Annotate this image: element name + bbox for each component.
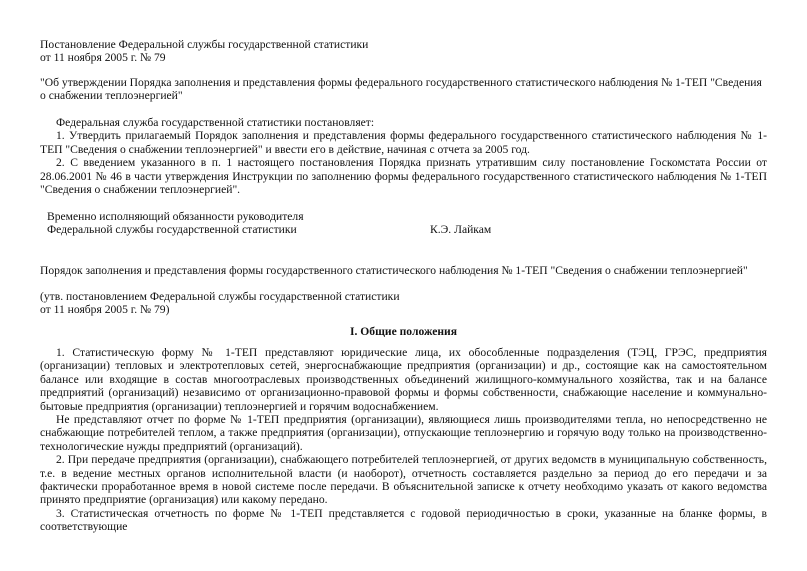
section-paragraph-3: 2. При передаче предприятия (организации), снабжающего потребителей теплоэнергией, от других ведомств в муниципальную собственность, т.е. в ведение местных органов исполнительной власти (и наоборот), отчетность составляется раздельно за период до его передачи и за фактически проработанное время в новой системе после передачи. В объяснительной записке к отчету необходимо указать от какого ведомства принято предприятие (организация) или какому передано. (40, 453, 767, 507)
decree-item-2: 2. С введением указанного в п. 1 настоящего постановления Порядка признать утратившим силу постановление Госкомстата России от 28.06.2001 № 46 в части утверждения Инструкции по заполнению формы федерального государственного статистического наблюдения № 1-ТЕП "Сведения о снабжении теплоэнергией". (40, 156, 767, 197)
decree-body (40, 116, 767, 196)
signature-name: К.Э. Лайкам (430, 223, 492, 237)
signature-block (47, 210, 767, 237)
section-paragraph-4: 3. Статистическая отчетность по форме № 1-ТЕП представляется с годовой периодичностью в сроки, указанные на бланке формы, в соответствующие (40, 506, 767, 534)
section-paragraph-1: 1. Статистическую форму № 1-ТЕП представляют юридические лица, их обособленные подразделения (ТЭЦ, ГРЭС, предприятия (организации) тепловых и электротепловых сетей, энергоснабжающие предприятия (организации) и др., состоящие как на самостоятельном балансе или входящие в состав многоотраслевых производственных объединений жилищного-коммунального хозяйства, так и на балансе предприятий (организаций) независимо от организационно-правовой формы и формы собственности, снабжающие население и коммунально-бытовые предприятия (организации) теплоэнергией и горячим водоснабжением. (40, 346, 767, 413)
section-heading: I. Общие положения (349, 325, 457, 338)
order-approval (40, 290, 767, 317)
document-title (40, 76, 767, 103)
signature-position-line2: Федеральной службы государственной статистики (47, 223, 297, 237)
order-title-text: Порядок заполнения и представления формы государственного статистического наблюдения № 1-ТЕП "Сведения о снабжении теплоэнергией" (40, 264, 748, 277)
decree-item-1: 1. Утвердить прилагаемый Порядок заполнения и представления формы федерального государственного статистического наблюдения № 1-ТЕП "Сведения о снабжении теплоэнергией" и ввести его в действие, начиная с отчета за 2005 год. (40, 129, 767, 156)
order-title (40, 264, 767, 277)
header-line2: от 11 ноября 2005 г. № 79 (40, 51, 166, 65)
decree-title: "Об утверждении Порядка заполнения и представления формы федерального государственного статистического наблюдения № 1-ТЕП "Сведения о снабжении теплоэнергией" (40, 76, 762, 103)
header-line1: Постановление Федеральной службы государственной статистики (40, 38, 369, 51)
document-header (40, 38, 767, 65)
section-body (40, 346, 767, 534)
order-approved-line1: (утв. постановлением Федеральной службы государственной статистики (40, 290, 400, 303)
order-approved-line2: от 11 ноября 2005 г. № 79) (40, 303, 170, 317)
signature-position-line1: Временно исполняющий обязанности руководителя (47, 210, 304, 223)
section-paragraph-2: Не представляют отчет по форме № 1-ТЕП предприятия (организации), являющиеся лишь производителями тепла, но непосредственно не снабжающие потребителей теплом, а также предприятия (организации), отпускающие теплоэнергию и горячую воду только на производственно-технологические нужды предприятий (организаций). (40, 413, 767, 453)
decree-intro: Федеральная служба государственной статистики постановляет: (56, 116, 375, 129)
